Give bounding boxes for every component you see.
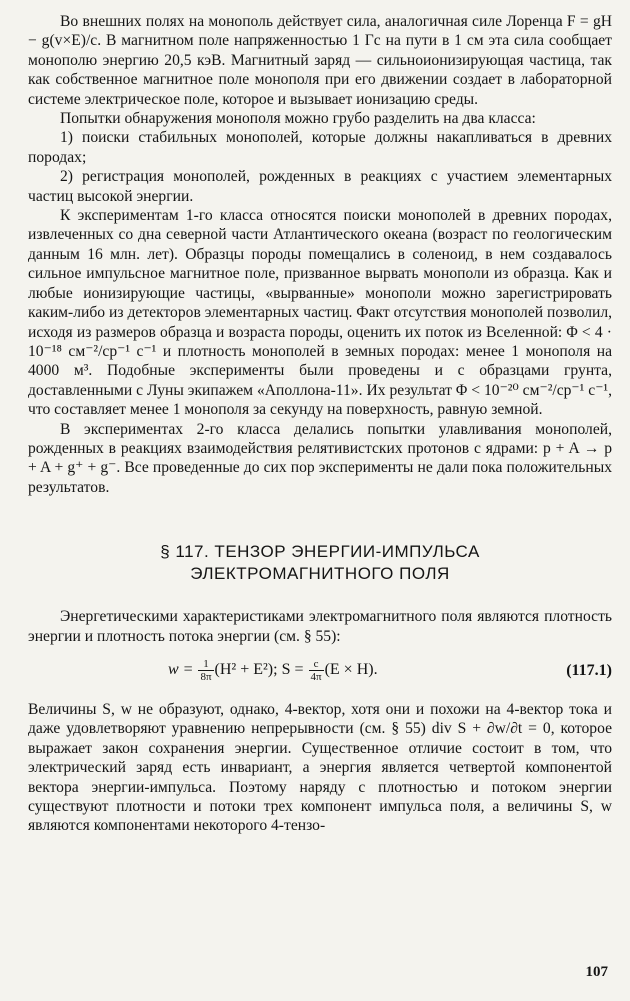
list-item: 2) регистрация монополей, рожденных в реакциях с участием элементарных частиц высокой энергии. (28, 168, 612, 205)
section-monopole-text (28, 12, 612, 497)
section-heading (28, 541, 612, 585)
paragraph: Величины S, w не образуют, однако, 4-вектор, хотя они и похожи на 4-вектор тока и даже удовлетворяют уравнению непрерывности (см. § 55) div S + ∂w/∂t = 0, которое выражает закон сохранения энергии. Существенное отличие состоит в том, что электрический заряд есть инвариант, а энергия является четвертой компонентой вектора энергии-импульса. Поэтому наряду с плотностью и потоком энергии существуют плотности и потоки трех компонент импульса поля, а величины S, w являются компонентами некоторого 4-тензо- (28, 700, 612, 835)
paragraph: В экспериментах 2-го класса делались попытки улавливания монополей, рожденных в реакциях взаимодействия релятивистских протонов с ядрами: p + A → p + A + g⁺ + g⁻. Все проведенные до сих пор эксперименты не дали пока положительных результатов. (28, 420, 612, 496)
page-content (28, 12, 612, 836)
paragraph: Энергетическими характеристиками электромагнитного поля являются плотность энергии и плотность потока энергии (см. § 55): (28, 608, 612, 645)
page-number: 107 (585, 964, 608, 980)
fraction-numerator: 1 (198, 658, 213, 671)
fraction-denominator: 4π (310, 670, 322, 683)
equation-part: (H² + E²); S = (214, 661, 308, 679)
equation-lhs: w = (168, 661, 198, 679)
paragraph: Попытки обнаружения монополя можно грубо разделить на два класса: (60, 110, 536, 128)
fraction (309, 658, 324, 683)
paragraph: К экспериментам 1-го класса относятся поиски монополей в древних породах, извлеченных со дна северной части Атлантического океана (возраст по геологическим данным 16 млн. лет). Образцы породы помещались в соленоид, в нем создавалось сильное импульсное магнитное поле, призванное вырвать монополи из образца. Как и любые ионизирующие частицы, «вырванные» монополи можно зарегистрировать каким-либо из детекторов элементарных частиц. Факт отсутствия монополей позволил, исходя из размеров образца и возраста породы, оценить их поток из Вселенной: Φ < 4 · 10⁻¹⁸ см⁻²/ср⁻¹ с⁻¹ и плотность монополей в земных породах: менее 1 монополя на 4000 м³. Подобные эксперименты были проведены и с образцами грунта, доставленными с Луны экипажем «Аполлона-11». Их результат Φ < 10⁻²⁰ см⁻²/ср⁻¹ с⁻¹, что составляет менее 1 монополя за секунду на поверхность, равную земной. (28, 207, 612, 419)
fraction-numerator: c (309, 658, 324, 671)
equation-117-1 (28, 652, 612, 692)
equation-formula (168, 658, 378, 683)
section-heading-line1: § 117. ТЕНЗОР ЭНЕРГИИ-ИМПУЛЬСА (160, 542, 480, 562)
fraction (198, 658, 213, 683)
equation-part: (E × H). (324, 661, 378, 679)
paragraph: Во внешних полях на монополь действует сила, аналогичная силе Лоренца F = gH − g(v×E)/c. В магнитном поле напряженностью 1 Гс на пути в 1 см эта сила сообщает монополю энергию 20,5 кэВ. Магнитный заряд — сильноионизирующая частица, так как собственное магнитное поле монополя при его движении создает в лабораторной системе электрическое поле, которое и вызывает ионизацию среды. (28, 13, 612, 108)
list-item: 1) поиски стабильных монополей, которые должны накапливаться в древних породах; (28, 129, 612, 166)
section-tensor-text (28, 607, 612, 836)
fraction-denominator: 8π (200, 670, 212, 683)
section-heading-line2: ЭЛЕКТРОМАГНИТНОГО ПОЛЯ (190, 564, 450, 584)
equation-number: (117.1) (566, 661, 612, 679)
